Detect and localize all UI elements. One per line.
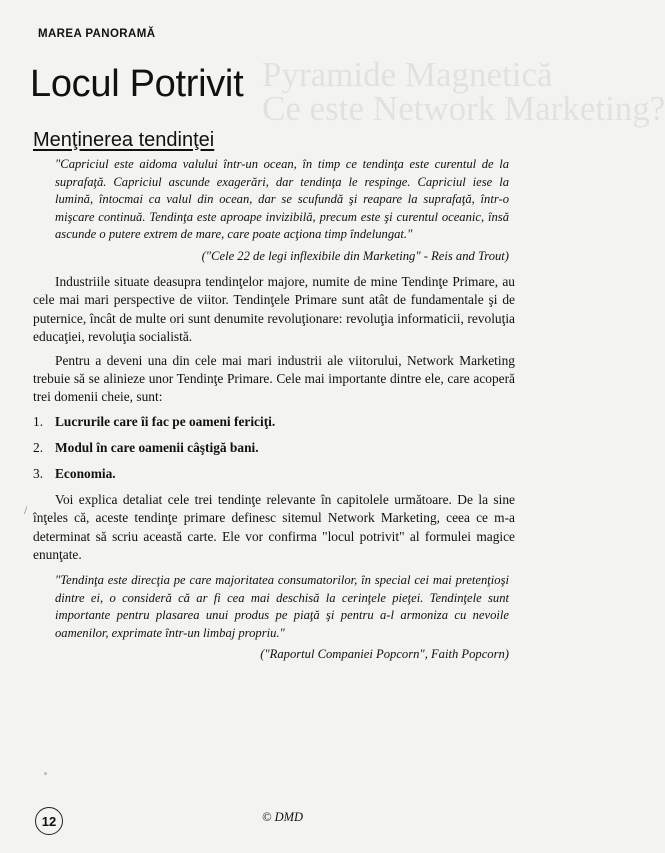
running-header: MAREA PANORAMĂ	[38, 28, 156, 40]
pencil-mark: /	[24, 503, 28, 517]
list-item	[33, 439, 515, 457]
key-domains-list	[33, 413, 515, 484]
page-body	[33, 156, 515, 672]
chapter-title: Locul Potrivit	[30, 63, 244, 105]
page-number-badge	[35, 807, 63, 835]
closing-quote: "Tendinţa este direcţia pe care majoritatea consumatorilor, în special cei mai pretenţioşi dintre ei, o consideră că ar fi cea mai deschisă la cerinţele pieţei. Tendinţele sunt importante pentru plasarea unui produs pe piaţă şi pentru a-l armoniza cu nevoile oamenilor, exprimate într-un limbaj propriu."	[55, 573, 509, 640]
section-heading: Menţinerea tendinţei	[33, 129, 215, 151]
list-number: 1.	[33, 413, 44, 429]
copyright-footer: © DMD	[262, 810, 304, 824]
list-number: 2.	[33, 439, 44, 455]
closing-quote-source: ("Raportul Companiei Popcorn", Faith Popcorn)	[260, 647, 509, 662]
epigraph-source: ("Cele 22 de legi inflexibile din Marketing" - Reis and Trout)	[201, 248, 509, 263]
list-text: Lucrurile care îi fac pe oameni fericiţi.	[55, 413, 276, 429]
body-paragraph: Voi explica detaliat cele trei tendinţe relevante în capitolele următoare. De la sine înţeles că, aceste tendinţe primare definesc sitemul Network Marketing, ceea ce m-a determinat să scriu această carte. Ele vor confirma "locul potrivit" al formulei magice enunţate.	[33, 492, 515, 562]
body-paragraph: Industriile situate deasupra tendinţelor majore, numite de mine Tendinţe Primare, au cele mai mari perspective de viitor. Tendinţele Primare sunt atât de fundamentale şi de puternice, încât de multe ori sunt denumite revoluţionare: revoluţia informaticii, revoluţia educaţiei, revoluţia socialistă.	[33, 274, 515, 344]
list-text: Economia.	[55, 466, 116, 481]
list-number: 3.	[33, 466, 44, 481]
epigraph-quote: "Capriciul este aidoma valului într-un ocean, în timp ce tendinţa este curentul de la suprafaţă. Capriciul ascunde exagerări, dar tendinţa le respinge. Capriciul iese la lumină, întocmai ca valul din ocean, dar se scufundă şi reapare la suprafaţă, într-o mişcare continuă. Tendinţa este aproape invizibilă, precum este şi curentul oceanic, însă ascunde o putere extrem de mare, care poate acţiona timp îndelungat."	[55, 157, 509, 242]
ghost-line: Ce este Network Marketing?	[262, 89, 665, 128]
list-text: Modul în care oamenii câştigă bani.	[55, 439, 259, 455]
page-number: 12	[41, 813, 57, 829]
list-item	[33, 413, 515, 431]
list-item	[33, 465, 515, 483]
ghost-line: Pyramide Magnetică	[262, 55, 553, 94]
body-paragraph: Pentru a deveni una din cele mai mari industrii ale viitorului, Network Marketing trebuie să se alinieze unor Tendinţe Primare. Cele mai importante dintre ele, care acoperă trei domenii cheie, sunt:	[33, 352, 515, 405]
paper-speck	[44, 772, 47, 775]
